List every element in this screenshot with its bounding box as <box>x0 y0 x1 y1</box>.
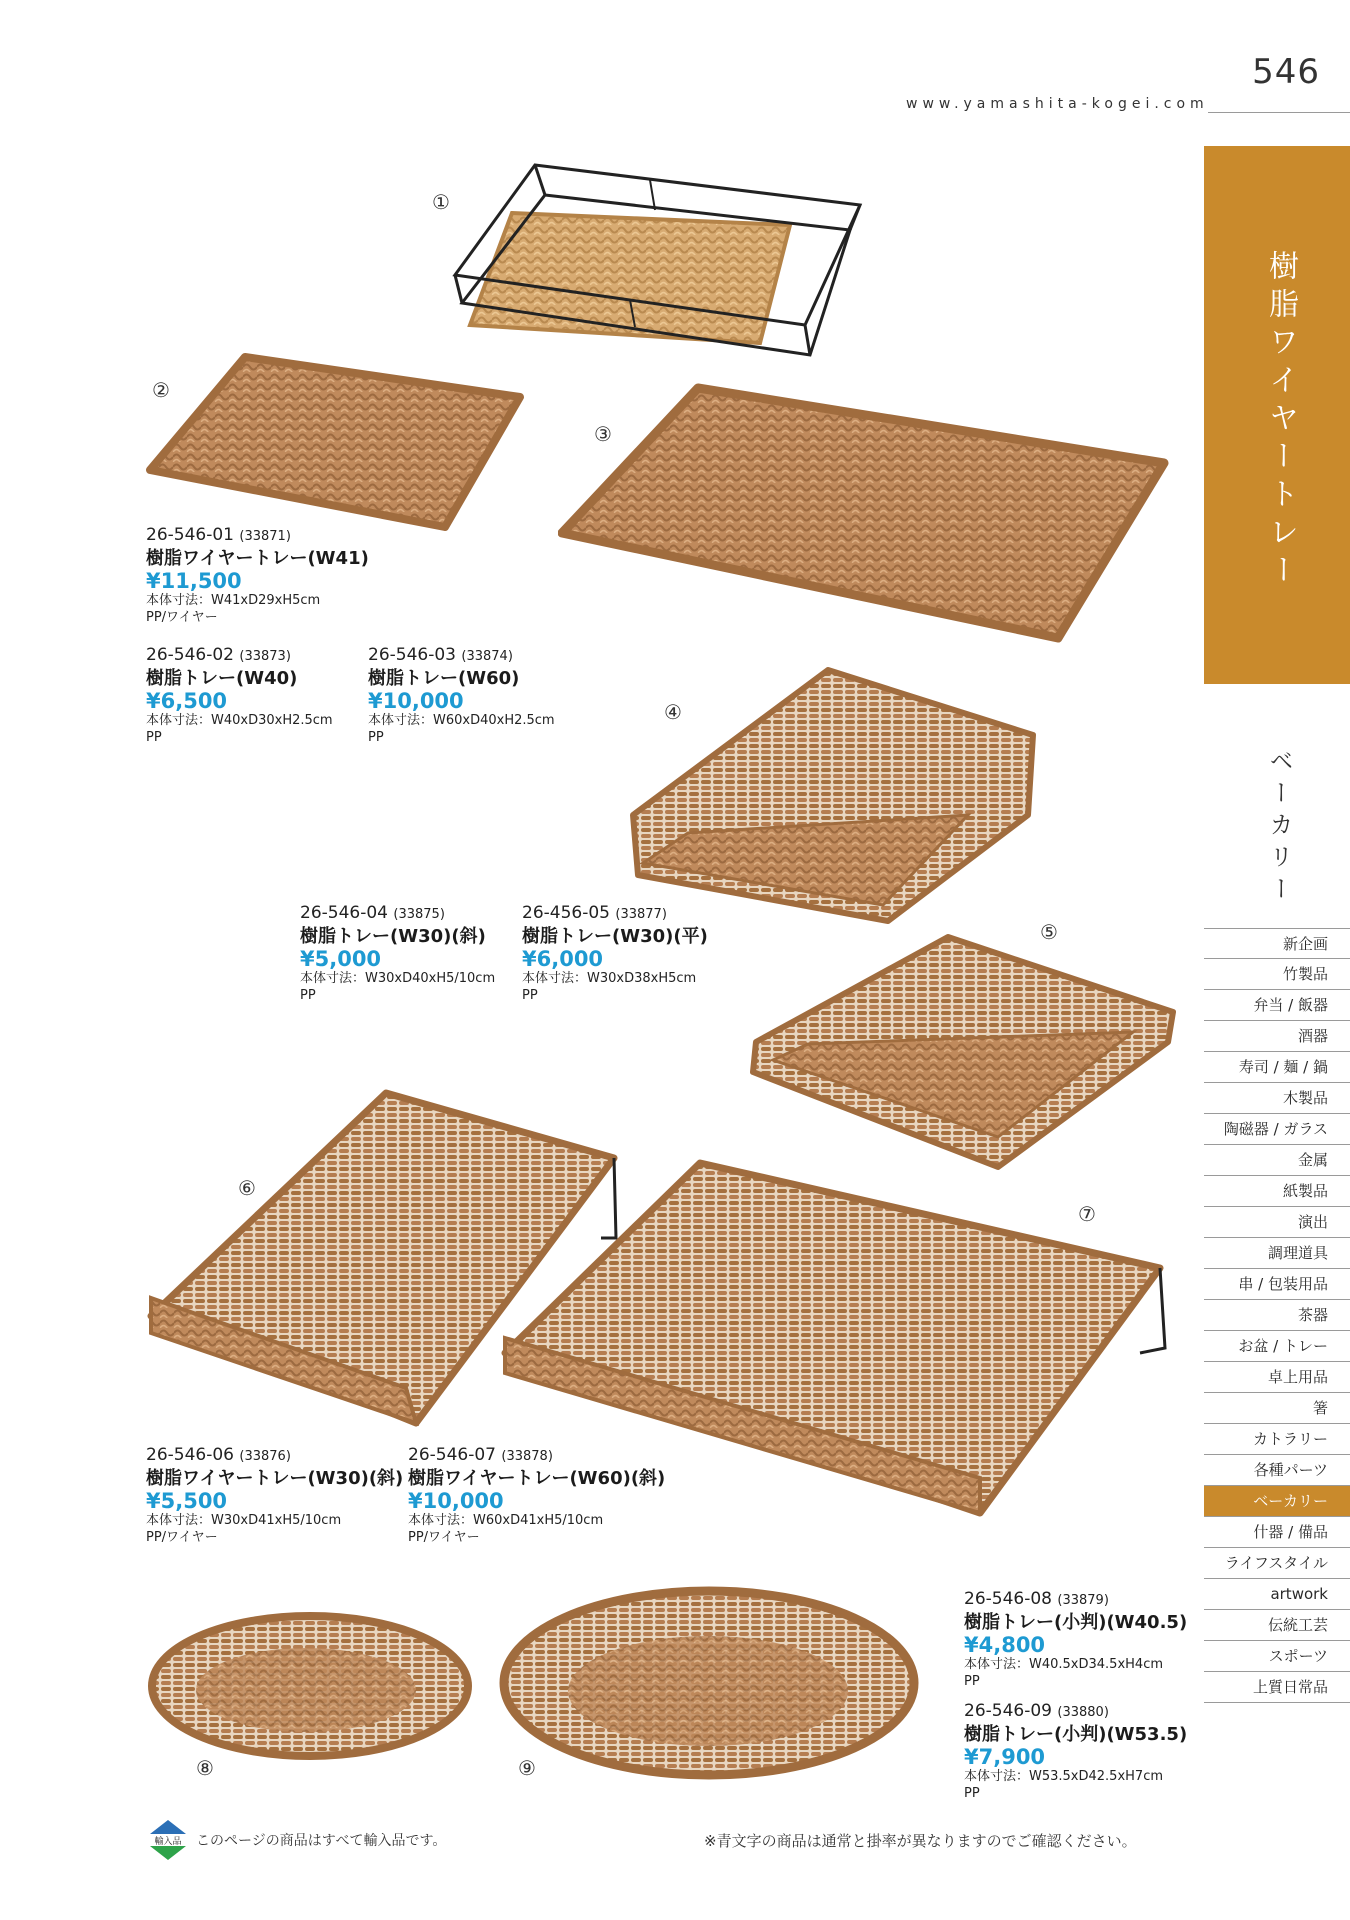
product-dimensions: 本体寸法：W60xD41xH5/10cm <box>408 1513 604 1528</box>
side-nav-item[interactable]: お盆 / トレー <box>1204 1331 1350 1362</box>
product-dimensions: 本体寸法：W41xD29xH5cm <box>146 593 321 608</box>
product-code: 26-456-05 (33877) <box>522 903 667 923</box>
side-nav-item[interactable]: ベーカリー <box>1204 1486 1350 1517</box>
side-nav-item[interactable]: 弁当 / 飯器 <box>1204 990 1350 1021</box>
side-nav-item[interactable]: ライフスタイル <box>1204 1548 1350 1579</box>
product-price: ¥10,000 <box>408 1489 504 1513</box>
product-code: 26-546-07 (33878) <box>408 1445 553 1465</box>
subcategory-title: ベーカリー <box>1265 748 1293 908</box>
import-badge-icon <box>148 1818 188 1862</box>
side-nav-item[interactable]: 金属 <box>1204 1145 1350 1176</box>
product-name: 樹脂トレー(W60) <box>368 668 520 689</box>
marker-9: ⑨ <box>518 1756 536 1780</box>
side-nav-item[interactable]: 酒器 <box>1204 1021 1350 1052</box>
product-dimensions: 本体寸法：W60xD40xH2.5cm <box>368 713 555 728</box>
marker-1: ① <box>432 190 450 214</box>
product-name: 樹脂トレー(W30)(斜) <box>300 926 486 947</box>
product-9 <box>964 1700 1187 1802</box>
side-nav-item[interactable]: 陶磁器 / ガラス <box>1204 1114 1350 1145</box>
side-nav-item[interactable]: 上質日常品 <box>1204 1672 1350 1703</box>
product-material: PP <box>300 988 316 1003</box>
top-divider <box>1208 112 1350 113</box>
marker-7: ⑦ <box>1078 1202 1096 1226</box>
product-3 <box>368 644 555 746</box>
product-7 <box>408 1444 665 1546</box>
side-nav-item[interactable]: 卓上用品 <box>1204 1362 1350 1393</box>
product-name: 樹脂ワイヤートレー(W41) <box>146 548 369 569</box>
product-price: ¥6,500 <box>146 689 228 713</box>
price-note: ※青文字の商品は通常と掛率が異なりますのでご確認ください。 <box>704 1832 1137 1850</box>
side-nav-item[interactable]: 伝統工芸 <box>1204 1610 1350 1641</box>
product-name: 樹脂トレー(W30)(平) <box>522 926 708 947</box>
side-nav-item[interactable]: 各種パーツ <box>1204 1455 1350 1486</box>
product-code: 26-546-04 (33875) <box>300 903 445 923</box>
side-nav <box>1204 928 1350 1703</box>
side-nav-item[interactable]: 新企画 <box>1204 928 1350 959</box>
product-material: PP/ワイヤー <box>146 1530 218 1545</box>
product-code: 26-546-01 (33871) <box>146 525 291 545</box>
product-image-8 <box>148 1608 472 1763</box>
product-image-5 <box>748 932 1176 1172</box>
side-nav-item[interactable]: 什器 / 備品 <box>1204 1517 1350 1548</box>
product-6 <box>146 1444 403 1546</box>
product-name: 樹脂トレー(W40) <box>146 668 298 689</box>
product-price: ¥5,500 <box>146 1489 228 1513</box>
product-material: PP <box>964 1786 980 1801</box>
product-name: 樹脂トレー(小判)(W40.5) <box>964 1612 1188 1633</box>
product-code: 26-546-06 (33876) <box>146 1445 291 1465</box>
marker-2: ② <box>152 378 170 402</box>
side-nav-item[interactable]: 演出 <box>1204 1207 1350 1238</box>
side-nav-item[interactable]: 調理道具 <box>1204 1238 1350 1269</box>
product-code: 26-546-02 (33873) <box>146 645 291 665</box>
product-price: ¥11,500 <box>146 569 242 593</box>
side-nav-item[interactable]: 箸 <box>1204 1393 1350 1424</box>
product-price: ¥6,000 <box>522 947 604 971</box>
product-material: PP <box>522 988 538 1003</box>
marker-6: ⑥ <box>238 1176 256 1200</box>
product-image-1 <box>450 155 870 360</box>
product-price: ¥10,000 <box>368 689 464 713</box>
side-nav-item[interactable]: 茶器 <box>1204 1300 1350 1331</box>
product-dimensions: 本体寸法：W30xD40xH5/10cm <box>300 971 496 986</box>
product-price: ¥4,800 <box>964 1633 1046 1657</box>
side-nav-item[interactable]: artwork <box>1204 1579 1350 1610</box>
category-title: 樹脂ワイヤートレー <box>1263 250 1298 592</box>
product-image-3 <box>558 383 1170 645</box>
product-material: PP/ワイヤー <box>408 1530 480 1545</box>
side-nav-item[interactable]: 串 / 包装用品 <box>1204 1269 1350 1300</box>
product-dimensions: 本体寸法：W30xD41xH5/10cm <box>146 1513 342 1528</box>
product-name: 樹脂ワイヤートレー(W60)(斜) <box>408 1468 666 1489</box>
side-nav-item[interactable]: カトラリー <box>1204 1424 1350 1455</box>
import-badge-label: 輸入品 <box>154 1837 182 1847</box>
product-image-2 <box>145 352 525 532</box>
product-image-9 <box>498 1583 920 1783</box>
product-image-4 <box>628 665 1038 927</box>
side-nav-item[interactable]: 寿司 / 麺 / 鍋 <box>1204 1052 1350 1083</box>
product-code: 26-546-08 (33879) <box>964 1589 1109 1609</box>
product-material: PP <box>964 1674 980 1689</box>
marker-4: ④ <box>664 700 682 724</box>
product-name: 樹脂トレー(小判)(W53.5) <box>964 1724 1188 1745</box>
product-4 <box>300 902 495 1004</box>
side-nav-item[interactable]: 木製品 <box>1204 1083 1350 1114</box>
marker-8: ⑧ <box>196 1756 214 1780</box>
product-code: 26-546-03 (33874) <box>368 645 513 665</box>
product-dimensions: 本体寸法：W30xD38xH5cm <box>522 971 697 986</box>
side-nav-item[interactable]: 竹製品 <box>1204 959 1350 990</box>
product-dimensions: 本体寸法：W53.5xD42.5xH7cm <box>964 1769 1163 1784</box>
product-name: 樹脂ワイヤートレー(W30)(斜) <box>146 1468 404 1489</box>
product-material: PP <box>146 730 162 745</box>
side-nav-item[interactable]: スポーツ <box>1204 1641 1350 1672</box>
product-material: PP/ワイヤー <box>146 610 218 625</box>
page-number: 546 <box>1252 52 1320 92</box>
marker-5: ⑤ <box>1040 920 1058 944</box>
product-5 <box>522 902 708 1004</box>
product-dimensions: 本体寸法：W40xD30xH2.5cm <box>146 713 333 728</box>
product-2 <box>146 644 333 746</box>
marker-3: ③ <box>594 422 612 446</box>
product-8 <box>964 1588 1187 1690</box>
product-dimensions: 本体寸法：W40.5xD34.5xH4cm <box>964 1657 1163 1672</box>
side-nav-item[interactable]: 紙製品 <box>1204 1176 1350 1207</box>
product-1 <box>146 524 369 626</box>
import-note: このページの商品はすべて輸入品です。 <box>196 1833 447 1849</box>
product-code: 26-546-09 (33880) <box>964 1701 1109 1721</box>
website-url[interactable]: www.yamashita-kogei.com <box>906 96 1209 112</box>
product-material: PP <box>368 730 384 745</box>
product-price: ¥7,900 <box>964 1745 1046 1769</box>
product-price: ¥5,000 <box>300 947 382 971</box>
